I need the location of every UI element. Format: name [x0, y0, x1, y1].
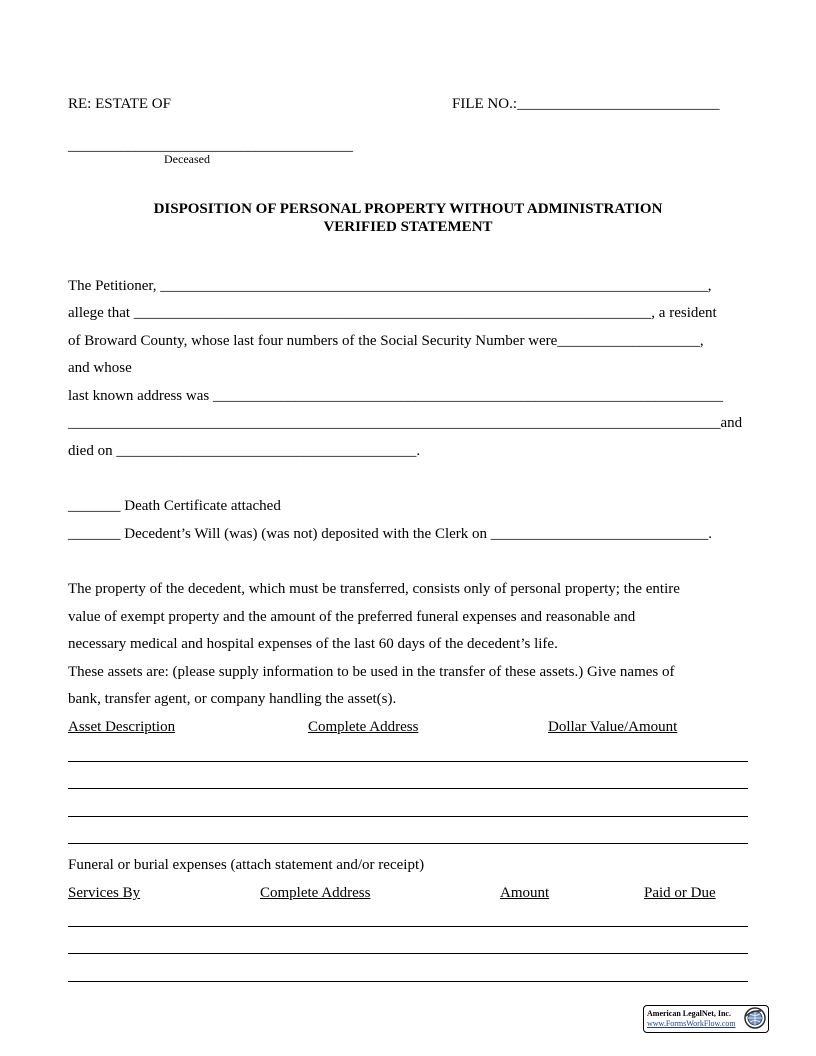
- funeral-amount-header: Amount: [500, 885, 550, 901]
- asset-address-header: Complete Address: [308, 719, 419, 735]
- will-deposited-line[interactable]: _______ Decedent’s Will (was) (was not) deposited with the Clerk on _____________________________.: [68, 526, 713, 542]
- deceased-name-field[interactable]: ______________________________________: [68, 138, 353, 154]
- file-no-field[interactable]: ___________________________: [517, 96, 720, 112]
- american-legalnet-logo[interactable]: [643, 1005, 769, 1033]
- file-no-label: FILE NO.:: [452, 96, 517, 112]
- asset-entry-line-2[interactable]: [68, 788, 748, 789]
- page-subtitle: VERIFIED STATEMENT: [323, 219, 493, 235]
- property-text-3: necessary medical and hospital expenses of the last 60 days of the decedent’s life.: [68, 636, 558, 652]
- petitioner-line[interactable]: The Petitioner, _________________________________________________________________________,: [68, 278, 712, 294]
- death-certificate-line[interactable]: _______ Death Certificate attached: [68, 498, 281, 514]
- ssn-line[interactable]: of Broward County, whose last four numbers of the Social Security Number were___________________,: [68, 333, 704, 349]
- address-continued-line[interactable]: _______________________________________________________________________________________and: [68, 415, 743, 431]
- services-by-header: Services By: [68, 885, 141, 901]
- funeral-entry-line-1[interactable]: [68, 926, 748, 927]
- funeral-entry-line-2[interactable]: [68, 953, 748, 954]
- asset-entry-line-3[interactable]: [68, 816, 748, 817]
- deceased-label: Deceased: [164, 152, 210, 166]
- last-address-line[interactable]: last known address was ____________________________________________________________________: [68, 388, 723, 404]
- asset-value-header: Dollar Value/Amount: [548, 719, 678, 735]
- logo-company-name: American LegalNet, Inc.: [647, 1009, 731, 1018]
- assets-text-1: These assets are: (please supply information to be used in the transfer of these assets.) Give names of: [68, 664, 675, 680]
- asset-entry-line-1[interactable]: [68, 761, 748, 762]
- assets-text-2: bank, transfer agent, or company handling the asset(s).: [68, 691, 397, 707]
- funeral-heading: Funeral or burial expenses (attach statement and/or receipt): [68, 857, 425, 873]
- asset-entry-line-4[interactable]: [68, 843, 748, 844]
- funeral-entry-line-3[interactable]: [68, 981, 748, 982]
- allege-line[interactable]: allege that _____________________________________________________________________, a resident: [68, 305, 717, 321]
- logo-url-link[interactable]: www.FormsWorkFlow.com: [647, 1019, 736, 1028]
- file-no-line: [452, 95, 720, 113]
- paid-or-due-header: Paid or Due: [644, 885, 716, 901]
- asset-description-header: Asset Description: [68, 719, 176, 735]
- funeral-address-header: Complete Address: [260, 885, 371, 901]
- estate-of-label: RE: ESTATE OF: [68, 96, 171, 112]
- property-text-2: value of exempt property and the amount of the preferred funeral expenses and reasonable and: [68, 609, 636, 625]
- globe-icon: [744, 1007, 766, 1029]
- page-title: DISPOSITION OF PERSONAL PROPERTY WITHOUT ADMINISTRATION: [153, 201, 663, 217]
- and-whose-text: and whose: [68, 360, 132, 376]
- property-text-1: The property of the decedent, which must be transferred, consists only of personal property; the entire: [68, 581, 680, 597]
- died-on-line[interactable]: died on ________________________________________.: [68, 443, 421, 459]
